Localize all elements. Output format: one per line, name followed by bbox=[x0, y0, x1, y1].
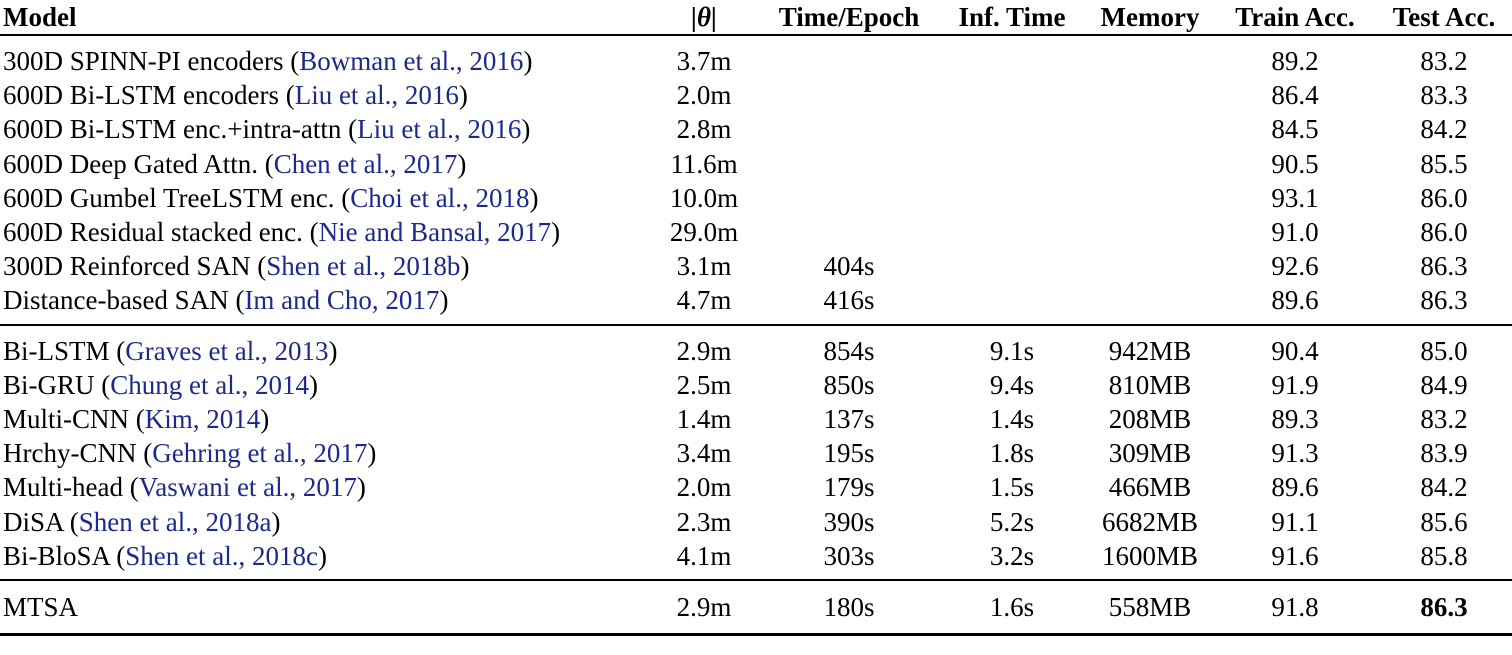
inference-time-cell bbox=[938, 78, 1086, 112]
test-accuracy-cell: 83.3 bbox=[1420, 80, 1468, 111]
train-accuracy-cell: 90.5 bbox=[1271, 148, 1319, 179]
table-row bbox=[0, 112, 1512, 146]
model-cell bbox=[0, 436, 648, 470]
model-cell bbox=[0, 470, 648, 504]
train-accuracy-cell: 91.8 bbox=[1214, 580, 1376, 635]
test-accuracy-cell: 86.0 bbox=[1420, 217, 1468, 248]
time-per-epoch-cell bbox=[760, 78, 938, 112]
model-name: Multi-CNN ( bbox=[3, 403, 145, 434]
citation-link[interactable]: Shen et al., 2018b bbox=[266, 251, 461, 282]
model-name: Multi-head ( bbox=[3, 472, 139, 503]
time-per-epoch-cell bbox=[760, 147, 938, 181]
memory-cell: 6682MB bbox=[1101, 506, 1199, 537]
model-cell bbox=[0, 112, 648, 146]
inference-time-cell: 1.4s bbox=[989, 403, 1035, 434]
memory-cell: 208MB bbox=[1108, 403, 1192, 434]
citation-link[interactable]: Graves et al., 2013 bbox=[125, 335, 329, 366]
time-per-epoch-cell: 180s bbox=[760, 580, 938, 635]
train-accuracy-cell: 91.9 bbox=[1271, 369, 1319, 400]
param-count-cell: 2.0m bbox=[676, 472, 732, 503]
model-name: Bi-BloSA ( bbox=[3, 540, 126, 571]
header-param-count: |θ| bbox=[648, 0, 760, 35]
model-name: 600D Deep Gated Attn. ( bbox=[3, 148, 274, 179]
table-row bbox=[0, 539, 1512, 580]
time-per-epoch-cell: 416s bbox=[760, 283, 938, 324]
time-per-epoch-cell: 390s bbox=[823, 506, 875, 537]
inference-time-cell bbox=[938, 35, 1086, 78]
test-accuracy-cell: 85.0 bbox=[1420, 335, 1468, 366]
table-row bbox=[0, 249, 1512, 283]
param-count-cell: 2.9m bbox=[676, 335, 732, 366]
table-row bbox=[0, 147, 1512, 181]
inference-time-cell: 9.4s bbox=[989, 369, 1035, 400]
param-count-cell: 2.9m bbox=[648, 580, 760, 635]
time-per-epoch-cell bbox=[760, 112, 938, 146]
inference-time-cell bbox=[938, 215, 1086, 249]
model-name: DiSA ( bbox=[3, 506, 79, 537]
citation-link[interactable]: Bowman et al., 2016 bbox=[299, 46, 524, 77]
citation-link[interactable]: Kim, 2014 bbox=[144, 403, 261, 434]
param-count-cell: 2.3m bbox=[676, 506, 732, 537]
model-cell bbox=[0, 580, 648, 635]
citation-close: ) bbox=[271, 506, 281, 537]
time-per-epoch-cell: 303s bbox=[760, 539, 938, 580]
model-name: Bi-LSTM ( bbox=[3, 335, 126, 366]
citation-link[interactable]: Shen et al., 2018c bbox=[125, 540, 318, 571]
inference-time-cell bbox=[938, 249, 1086, 283]
header-test-accuracy: Test Acc. bbox=[1376, 0, 1512, 35]
model-name: 300D SPINN-PI encoders ( bbox=[3, 46, 300, 77]
param-count-cell: 2.0m bbox=[676, 80, 732, 111]
citation-close: ) bbox=[521, 114, 531, 145]
citation-link[interactable]: Chen et al., 2017 bbox=[273, 148, 458, 179]
inference-time-cell: 1.6s bbox=[938, 580, 1086, 635]
model-cell bbox=[0, 325, 648, 368]
citation-close: ) bbox=[328, 335, 338, 366]
test-accuracy-cell: 85.5 bbox=[1420, 148, 1468, 179]
train-accuracy-cell: 89.6 bbox=[1271, 472, 1319, 503]
train-accuracy-cell: 86.4 bbox=[1271, 80, 1319, 111]
train-accuracy-cell: 89.3 bbox=[1271, 403, 1319, 434]
model-cell bbox=[0, 147, 648, 181]
inference-time-cell: 9.1s bbox=[989, 335, 1035, 366]
model-name: 600D Bi-LSTM encoders ( bbox=[3, 80, 295, 111]
inference-time-cell bbox=[938, 112, 1086, 146]
time-per-epoch-cell: 404s bbox=[823, 251, 875, 282]
header-train-accuracy: Train Acc. bbox=[1214, 0, 1376, 35]
table-body bbox=[0, 35, 1512, 634]
model-cell bbox=[0, 504, 648, 538]
model-cell bbox=[0, 539, 648, 580]
model-cell bbox=[0, 35, 648, 78]
train-accuracy-cell: 90.4 bbox=[1271, 335, 1319, 366]
train-accuracy-cell: 91.6 bbox=[1214, 539, 1376, 580]
citation-link[interactable]: Liu et al., 2016 bbox=[294, 80, 459, 111]
model-cell bbox=[0, 78, 648, 112]
test-accuracy-cell: 84.2 bbox=[1420, 472, 1468, 503]
memory-cell bbox=[1086, 249, 1214, 283]
param-count-cell: 4.7m bbox=[648, 283, 760, 324]
inference-time-cell: 1.5s bbox=[989, 472, 1035, 503]
header-memory: Memory bbox=[1086, 0, 1214, 35]
table-row bbox=[0, 35, 1512, 78]
test-accuracy-cell: 86.0 bbox=[1420, 182, 1468, 213]
time-per-epoch-cell: 179s bbox=[823, 472, 875, 503]
test-accuracy-cell: 85.6 bbox=[1420, 506, 1468, 537]
table-row bbox=[0, 436, 1512, 470]
test-accuracy-cell: 83.2 bbox=[1420, 46, 1468, 77]
param-count-cell: 3.4m bbox=[676, 438, 732, 469]
inference-time-cell: 1.8s bbox=[989, 438, 1035, 469]
train-accuracy-cell: 91.3 bbox=[1271, 438, 1319, 469]
memory-cell bbox=[1086, 147, 1214, 181]
test-accuracy-cell: 84.2 bbox=[1420, 114, 1468, 145]
test-accuracy-cell: 83.2 bbox=[1420, 403, 1468, 434]
citation-link[interactable]: Choi et al., 2018 bbox=[350, 182, 530, 213]
citation-link[interactable]: Chung et al., 2014 bbox=[110, 369, 309, 400]
time-per-epoch-cell: 137s bbox=[823, 403, 875, 434]
memory-cell bbox=[1086, 181, 1214, 215]
memory-cell: 1600MB bbox=[1086, 539, 1214, 580]
citation-close: ) bbox=[318, 540, 327, 571]
param-count-cell: 1.4m bbox=[676, 403, 732, 434]
citation-close: ) bbox=[551, 217, 561, 248]
table-row bbox=[0, 181, 1512, 215]
model-name: 600D Gumbel TreeLSTM enc. ( bbox=[3, 182, 351, 213]
train-accuracy-cell: 92.6 bbox=[1271, 251, 1319, 282]
citation-close: ) bbox=[260, 403, 270, 434]
param-count-cell: 29.0m bbox=[669, 217, 739, 248]
model-cell bbox=[0, 368, 648, 402]
header-inference-time: Inf. Time bbox=[938, 0, 1086, 35]
table-row bbox=[0, 470, 1512, 504]
citation-close: ) bbox=[458, 80, 468, 111]
train-accuracy-cell: 89.2 bbox=[1271, 46, 1319, 77]
citation-close: ) bbox=[460, 251, 470, 282]
table-header bbox=[0, 0, 1512, 35]
citation-close: ) bbox=[523, 46, 533, 77]
citation-link[interactable]: Nie and Bansal, 2017 bbox=[318, 217, 552, 248]
param-count-cell: 11.6m bbox=[670, 148, 738, 179]
train-accuracy-cell: 93.1 bbox=[1271, 182, 1319, 213]
table-row bbox=[0, 504, 1512, 538]
table-row bbox=[0, 325, 1512, 368]
memory-cell bbox=[1086, 283, 1214, 324]
citation-close: ) bbox=[529, 182, 539, 213]
model-name: Bi-GRU ( bbox=[3, 369, 111, 400]
time-per-epoch-cell: 195s bbox=[823, 438, 875, 469]
citation-close: ) bbox=[356, 472, 366, 503]
param-count-cell: 2.8m bbox=[676, 114, 732, 145]
inference-time-cell bbox=[938, 147, 1086, 181]
time-per-epoch-cell bbox=[760, 35, 938, 78]
train-accuracy-cell: 89.6 bbox=[1214, 283, 1376, 324]
table-row bbox=[0, 215, 1512, 249]
citation-close: ) bbox=[308, 369, 318, 400]
time-per-epoch-cell bbox=[760, 215, 938, 249]
inference-time-cell bbox=[938, 181, 1086, 215]
inference-time-cell: 5.2s bbox=[989, 506, 1035, 537]
memory-cell bbox=[1086, 78, 1214, 112]
test-accuracy-cell: 86.3 bbox=[1376, 283, 1512, 324]
param-count-cell: 2.5m bbox=[676, 369, 732, 400]
time-per-epoch-cell: 854s bbox=[823, 335, 875, 366]
citation-close: ) bbox=[457, 148, 467, 179]
test-accuracy-cell: 84.9 bbox=[1420, 369, 1468, 400]
model-cell bbox=[0, 402, 648, 436]
model-cell bbox=[0, 181, 648, 215]
memory-cell bbox=[1086, 112, 1214, 146]
inference-time-cell bbox=[938, 283, 1086, 324]
time-per-epoch-cell: 850s bbox=[823, 369, 875, 400]
memory-cell: 466MB bbox=[1108, 472, 1192, 503]
citation-link[interactable]: Gehring et al., 2017 bbox=[152, 438, 368, 469]
param-count-cell: 3.1m bbox=[676, 251, 732, 282]
memory-cell bbox=[1086, 215, 1214, 249]
table-row-mtsa bbox=[0, 580, 1512, 635]
citation-link[interactable]: Vaswani et al., 2017 bbox=[138, 472, 357, 503]
model-cell bbox=[0, 283, 648, 324]
table-row bbox=[0, 368, 1512, 402]
train-accuracy-cell: 91.0 bbox=[1271, 217, 1319, 248]
param-count-cell: 10.0m bbox=[669, 182, 739, 213]
memory-cell: 942MB bbox=[1108, 335, 1192, 366]
param-count-cell: 4.1m bbox=[648, 539, 760, 580]
model-name: 300D Reinforced SAN ( bbox=[3, 251, 267, 282]
train-accuracy-cell: 91.1 bbox=[1271, 506, 1319, 537]
memory-cell: 558MB bbox=[1086, 580, 1214, 635]
test-accuracy-cell-best: 86.3 bbox=[1376, 580, 1512, 635]
time-per-epoch-cell bbox=[760, 181, 938, 215]
citation-link[interactable]: Im and Cho, 2017 bbox=[244, 285, 440, 316]
model-cell bbox=[0, 215, 648, 249]
test-accuracy-cell: 83.9 bbox=[1420, 438, 1468, 469]
citation-link[interactable]: Liu et al., 2016 bbox=[357, 114, 522, 145]
model-name: MTSA bbox=[3, 591, 79, 622]
memory-cell: 309MB bbox=[1108, 438, 1192, 469]
citation-close: ) bbox=[439, 285, 449, 316]
test-accuracy-cell: 86.3 bbox=[1420, 251, 1468, 282]
test-accuracy-cell: 85.8 bbox=[1376, 539, 1512, 580]
table-row bbox=[0, 402, 1512, 436]
model-name: 600D Bi-LSTM enc.+intra-attn ( bbox=[3, 114, 358, 145]
model-cell bbox=[0, 249, 648, 283]
header-time-per-epoch: Time/Epoch bbox=[760, 0, 938, 35]
citation-close: ) bbox=[367, 438, 377, 469]
model-name: Distance-based SAN ( bbox=[3, 285, 245, 316]
table-row bbox=[0, 78, 1512, 112]
table-row bbox=[0, 283, 1512, 324]
model-name: Hrchy-CNN ( bbox=[3, 438, 153, 469]
memory-cell bbox=[1086, 35, 1214, 78]
train-accuracy-cell: 84.5 bbox=[1271, 114, 1319, 145]
model-name: 600D Residual stacked enc. ( bbox=[3, 217, 319, 248]
citation-link[interactable]: Shen et al., 2018a bbox=[78, 506, 272, 537]
header-model: Model bbox=[0, 0, 648, 35]
memory-cell: 810MB bbox=[1108, 369, 1192, 400]
header-row bbox=[0, 0, 1512, 35]
inference-time-cell: 3.2s bbox=[938, 539, 1086, 580]
param-count-cell: 3.7m bbox=[676, 46, 732, 77]
